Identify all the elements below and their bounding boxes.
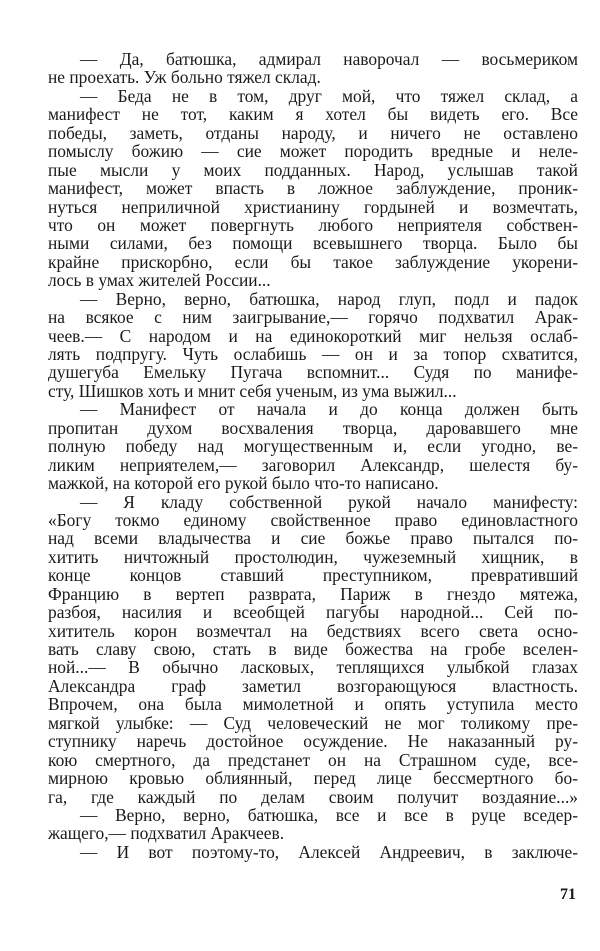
text-line: сту, Шишков хоть и мнит себя ученым, из ума выжил...	[48, 380, 457, 401]
text-line: — Беда не в том, друг мой, что тяжел склад, а	[80, 85, 578, 106]
text-line: пые мысли у моих подданных. Народ, услышав такой	[48, 159, 578, 180]
text-line: лять подпругу. Чуть ослабишь — он и за топор схватится,	[48, 344, 578, 364]
text-line: Впрочем, она была мимолетной и опять уступила место	[48, 694, 578, 715]
text-line: манифест, может впасть в ложное заблуждение, проник-	[48, 178, 578, 199]
text-line: манифест не тот, каким я хотел бы видеть его. Все	[48, 104, 578, 125]
text-line: что он может повергнуть любого неприятеля собствен-	[48, 214, 578, 235]
text-line: ными силами, без помощи всевышнего творца. Было бы	[48, 233, 578, 254]
text-line: на всякое с ним заигрывание,— горячо подхватил Арак-	[48, 307, 578, 328]
text-line: помыслу божию — сие может породить вредные и неле-	[48, 141, 578, 162]
text-line: мягкой улыбке: — Суд человеческий не мог толикому пре-	[48, 712, 578, 733]
text-line: га, где каждый по делам своим получит воздаяние...»	[48, 786, 578, 807]
text-line: над всеми владычества и сие божье право пытался по-	[48, 528, 578, 549]
text-line: не проехать. Уж больно тяжел склад.	[48, 67, 321, 88]
text-line: ликим неприятелем,— заговорил Александр, шелестя бу-	[48, 454, 578, 475]
text-line: Францию в вертеп разврата, Париж в гнездо мятежа,	[48, 583, 578, 604]
page-number: 71	[560, 886, 576, 903]
text-line: жащего,— подхватил Аракчеев.	[48, 823, 285, 844]
text-line: ступнику наречь достойное осуждение. Не наказанный ру-	[48, 731, 578, 752]
text-line: вать славу свою, стать в виде божества на гробе вселен-	[48, 639, 578, 659]
text-line: пропитан духом восхваления творца, даровавшего мне	[48, 417, 578, 438]
text-line: — И вот поэтому-то, Алексей Андреевич, в заключе-	[80, 841, 578, 862]
text-line: — Верно, верно, батюшка, все и все в руце вседер-	[80, 804, 578, 825]
text-line: хититель корон возмечтал на бедствиях всего света осно-	[48, 620, 578, 641]
text-line: конце концов ставший преступником, превративший	[48, 565, 578, 586]
text-line: полную победу над могущественным и, если угодно, ве-	[48, 436, 578, 457]
text-line: победы, заметь, отданы народу, и ничего не оставлено	[48, 122, 578, 143]
text-line: крайне прискорбно, если бы такое заблуждение укорени-	[48, 251, 578, 272]
text-line: нуться неприличной христианину гордыней и возмечтать,	[48, 196, 578, 217]
text-line: «Богу токмо единому свойственное право единовластного	[48, 509, 578, 530]
text-line: мирною кровью облиянный, перед лице бессмертного бо-	[48, 768, 578, 789]
page-body-text	[48, 50, 578, 861]
text-line: — Верно, верно, батюшка, народ глуп, подл и падок	[80, 288, 578, 309]
text-line: чеев.— С народом и на единокороткий миг нельзя ослаб-	[48, 325, 578, 346]
text-line: разбоя, насилия и всеобщей пагубы народной... Сей по-	[48, 602, 578, 623]
text-line: — Да, батюшка, адмирал наворочал — восьмериком	[80, 49, 578, 69]
text-line: лось в умах жителей России...	[48, 270, 271, 291]
text-line: кою смертного, да предстанет он на Страшном суде, все-	[48, 749, 578, 770]
text-line: хитить ничтожный простолюдин, чужеземный хищник, в	[48, 546, 578, 567]
text-line: душегуба Емельку Пугача вспомнит... Судя по манифе-	[48, 362, 578, 383]
text-line: — Я кладу собственной рукой начало манифесту:	[80, 491, 578, 512]
text-line: ной...— В обычно ласковых, теплящихся улыбкой глазах	[48, 657, 578, 678]
text-line: Александра граф заметил возгорающуюся властность.	[48, 675, 578, 696]
text-line: мажкой, на которой его рукой было что-то написано.	[48, 473, 439, 494]
text-line: — Манифест от начала и до конца должен быть	[80, 399, 578, 420]
